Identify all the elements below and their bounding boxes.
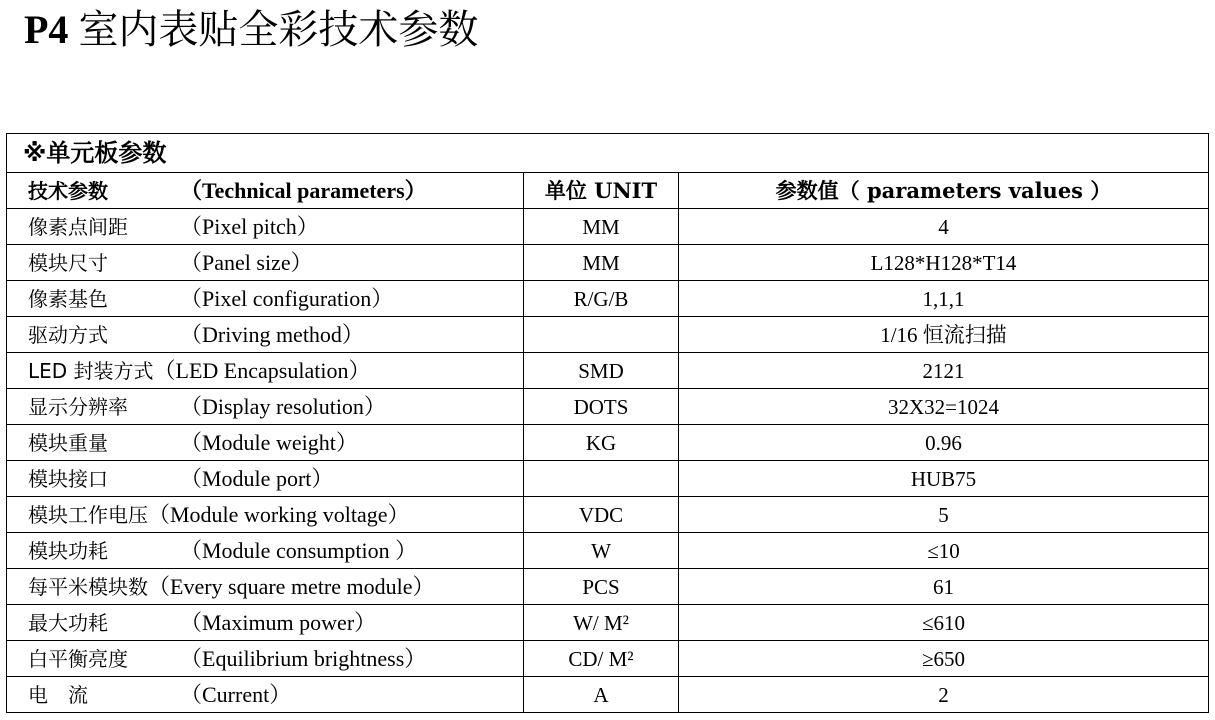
param-name-cn: 驱动方式 (28, 322, 108, 347)
param-cell (7, 425, 524, 461)
param-name-cn: 像素点间距 (28, 214, 128, 239)
table-row (7, 533, 1209, 569)
unit-cell: W/ M² (524, 605, 679, 641)
param-name-en: （LED Encapsulation） (153, 357, 371, 383)
param-name-en: （Module weight） (180, 429, 358, 455)
value-cell: 61 (679, 569, 1209, 605)
unit-cell: KG (524, 425, 679, 461)
unit-cell: A (524, 677, 679, 713)
header-unit: 单位 UNIT (524, 173, 679, 209)
value-cell: 2121 (679, 353, 1209, 389)
param-cell (7, 245, 524, 281)
table-body (7, 209, 1209, 713)
table-row (7, 641, 1209, 677)
param-name-en: （Current） (180, 681, 292, 707)
param-name-cn: 模块重量 (28, 430, 108, 455)
table-row (7, 605, 1209, 641)
param-name-en: （Maximum power） (180, 609, 377, 635)
param-name-en: （Module consumption ） (180, 537, 418, 563)
param-cell (7, 497, 524, 533)
header-param-en: （Technical parameters） (180, 177, 427, 203)
param-cell (7, 281, 524, 317)
param-cell (7, 533, 524, 569)
table-row (7, 209, 1209, 245)
param-name-en: （Pixel pitch） (180, 213, 319, 239)
value-cell: 5 (679, 497, 1209, 533)
param-name-en: （Driving method） (180, 321, 364, 347)
document-title (24, 6, 478, 54)
unit-cell: MM (524, 209, 679, 245)
header-param-cn: 技术参数 (28, 178, 108, 203)
unit-cell: MM (524, 245, 679, 281)
unit-cell: W (524, 533, 679, 569)
param-name-en: （Every square metre module） (148, 573, 435, 599)
param-cell (7, 317, 524, 353)
header-value: 参数值（ parameters values ） (679, 173, 1209, 209)
param-name-en: （Module working voltage） (148, 501, 410, 527)
param-name-cn: LED 封装方式 (28, 358, 154, 383)
section-header-row (7, 134, 1209, 173)
param-cell (7, 353, 524, 389)
param-cell (7, 677, 524, 713)
value-cell: HUB75 (679, 461, 1209, 497)
table-row (7, 461, 1209, 497)
value-cell: L128*H128*T14 (679, 245, 1209, 281)
param-name-en: （Equilibrium brightness） (180, 645, 427, 671)
unit-cell: PCS (524, 569, 679, 605)
unit-cell: R/G/B (524, 281, 679, 317)
param-name-cn: 最大功耗 (28, 610, 108, 635)
table-row (7, 317, 1209, 353)
unit-cell (524, 461, 679, 497)
param-name-cn: 模块工作电压 (28, 502, 148, 527)
param-name-cn: 像素基色 (28, 286, 108, 311)
table-row (7, 353, 1209, 389)
unit-cell: DOTS (524, 389, 679, 425)
table-row (7, 281, 1209, 317)
value-cell: 2 (679, 677, 1209, 713)
table-row (7, 245, 1209, 281)
param-name-cn: 电 流 (28, 682, 88, 707)
value-cell: 4 (679, 209, 1209, 245)
table-header-row (7, 173, 1209, 209)
document-title-model: P4 (24, 7, 69, 52)
section-title: ※单元板参数 (7, 134, 1209, 173)
unit-cell (524, 317, 679, 353)
param-cell (7, 209, 524, 245)
table-row (7, 677, 1209, 713)
param-name-en: （Module port） (180, 465, 334, 491)
value-cell: 0.96 (679, 425, 1209, 461)
value-cell: 32X32=1024 (679, 389, 1209, 425)
param-name-cn: 模块尺寸 (28, 250, 108, 275)
unit-cell: VDC (524, 497, 679, 533)
table-row (7, 389, 1209, 425)
value-cell: ≥650 (679, 641, 1209, 677)
param-name-cn: 显示分辨率 (28, 394, 128, 419)
value-cell: 1/16 恒流扫描 (679, 317, 1209, 353)
param-cell (7, 461, 524, 497)
header-param-cell (7, 173, 524, 209)
value-cell: 1,1,1 (679, 281, 1209, 317)
param-name-en: （Panel size） (180, 249, 313, 275)
param-name-en: （Display resolution） (180, 393, 386, 419)
param-name-cn: 模块功耗 (28, 538, 108, 563)
table-row (7, 497, 1209, 533)
document-title-text: 室内表贴全彩技术参数 (78, 7, 479, 53)
param-name-cn: 每平米模块数 (28, 574, 148, 599)
unit-cell: SMD (524, 353, 679, 389)
param-name-en: （Pixel configuration） (180, 285, 394, 311)
param-cell (7, 641, 524, 677)
param-cell (7, 389, 524, 425)
param-cell (7, 605, 524, 641)
table-row (7, 569, 1209, 605)
value-cell: ≤610 (679, 605, 1209, 641)
param-name-cn: 模块接口 (28, 466, 108, 491)
param-cell (7, 569, 524, 605)
unit-cell: CD/ M² (524, 641, 679, 677)
param-name-cn: 白平衡亮度 (28, 646, 128, 671)
table-row (7, 425, 1209, 461)
spec-table (6, 133, 1209, 713)
value-cell: ≤10 (679, 533, 1209, 569)
